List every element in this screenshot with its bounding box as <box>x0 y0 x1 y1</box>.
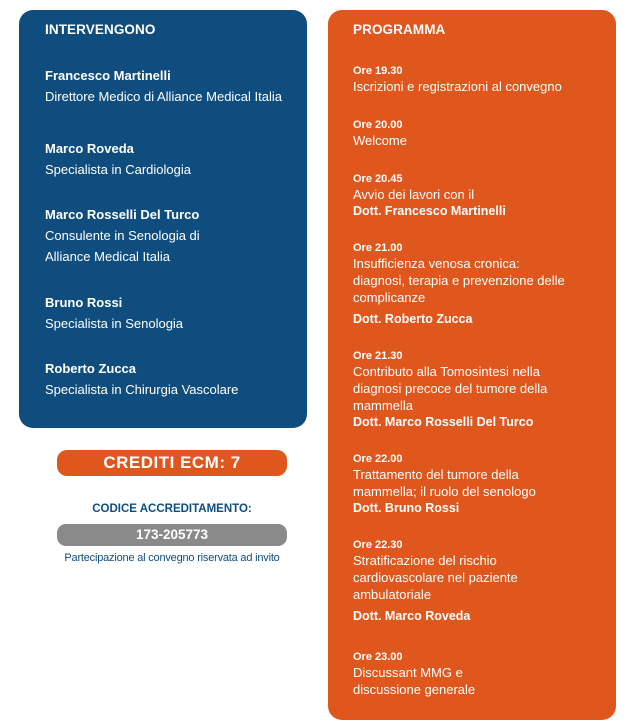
accreditation-code: 173-205773 <box>57 524 287 546</box>
accreditation-label: CODICE ACCREDITAMENTO: <box>92 503 252 515</box>
event-speaker: Dott. Bruno Rossi <box>353 501 460 515</box>
event-speaker: Dott. Marco Rosselli Del Turco <box>353 415 534 429</box>
speakers-panel <box>19 10 307 428</box>
invitation-note: Partecipazione al convegno riservata ad invito <box>64 552 280 564</box>
speaker-role: Specialista in Senologia <box>45 316 184 331</box>
event-speaker: Dott. Francesco Martinelli <box>353 204 506 218</box>
speaker-item <box>45 358 254 400</box>
event-description: Iscrizioni e registrazioni al convegno <box>353 79 562 94</box>
speaker-name: Marco Roveda <box>45 141 134 156</box>
speaker-role: Specialista in Cardiologia <box>45 162 191 177</box>
speaker-item <box>45 65 307 107</box>
event-time: Ore 19.30 <box>353 65 403 77</box>
event-time: Ore 23.00 <box>353 651 403 663</box>
speaker-name: Bruno Rossi <box>45 295 123 310</box>
event-time: Ore 21.30 <box>353 350 403 362</box>
event-speaker: Dott. Marco Roveda <box>353 609 471 623</box>
event-time: Ore 20.45 <box>353 173 403 185</box>
program-event <box>353 650 604 698</box>
credits-badge: CREDITI ECM: 7 <box>57 450 287 476</box>
event-description: Insufficienza venosa cronica: diagnosi, terapia e prevenzione delle complicanze <box>353 256 565 305</box>
speaker-item <box>45 138 207 180</box>
event-description: Contributo alla Tomosintesi nella diagnosi precoce del tumore della mammella <box>353 364 548 413</box>
program-event <box>353 118 604 149</box>
program-event <box>353 349 604 431</box>
program-event <box>353 452 604 517</box>
program-event <box>353 538 604 625</box>
event-description: Discussant MMG e discussione generale <box>353 665 476 697</box>
program-event <box>353 64 604 95</box>
program-panel <box>328 10 616 720</box>
event-description: Stratificazione del rischio cardiovascolare nel paziente ambulatoriale <box>353 553 518 602</box>
program-event <box>353 172 604 220</box>
program-title: PROGRAMMA <box>353 22 446 37</box>
speaker-role: Consulente in Senologia di Alliance Medical Italia <box>45 228 200 264</box>
speaker-item <box>45 204 261 267</box>
event-speaker: Dott. Roberto Zucca <box>353 312 473 326</box>
event-time: Ore 20.00 <box>353 119 403 131</box>
event-description: Welcome <box>353 133 407 148</box>
speaker-name: Roberto Zucca <box>45 361 137 376</box>
event-description: Avvio dei lavori con il <box>353 187 475 202</box>
program-event <box>353 241 604 328</box>
event-time: Ore 22.30 <box>353 539 403 551</box>
event-description: Trattamento del tumore della mammella; il ruolo del senologo <box>353 467 536 499</box>
speakers-title: INTERVENGONO <box>45 22 156 37</box>
event-time: Ore 21.00 <box>353 242 403 254</box>
speaker-name: Marco Rosselli Del Turco <box>45 207 200 222</box>
event-time: Ore 22.00 <box>353 453 403 465</box>
speaker-role: Specialista in Chirurgia Vascolare <box>45 382 239 397</box>
speaker-name: Francesco Martinelli <box>45 68 171 83</box>
speaker-role: Direttore Medico di Alliance Medical Italia <box>45 89 282 104</box>
speaker-item <box>45 292 199 334</box>
